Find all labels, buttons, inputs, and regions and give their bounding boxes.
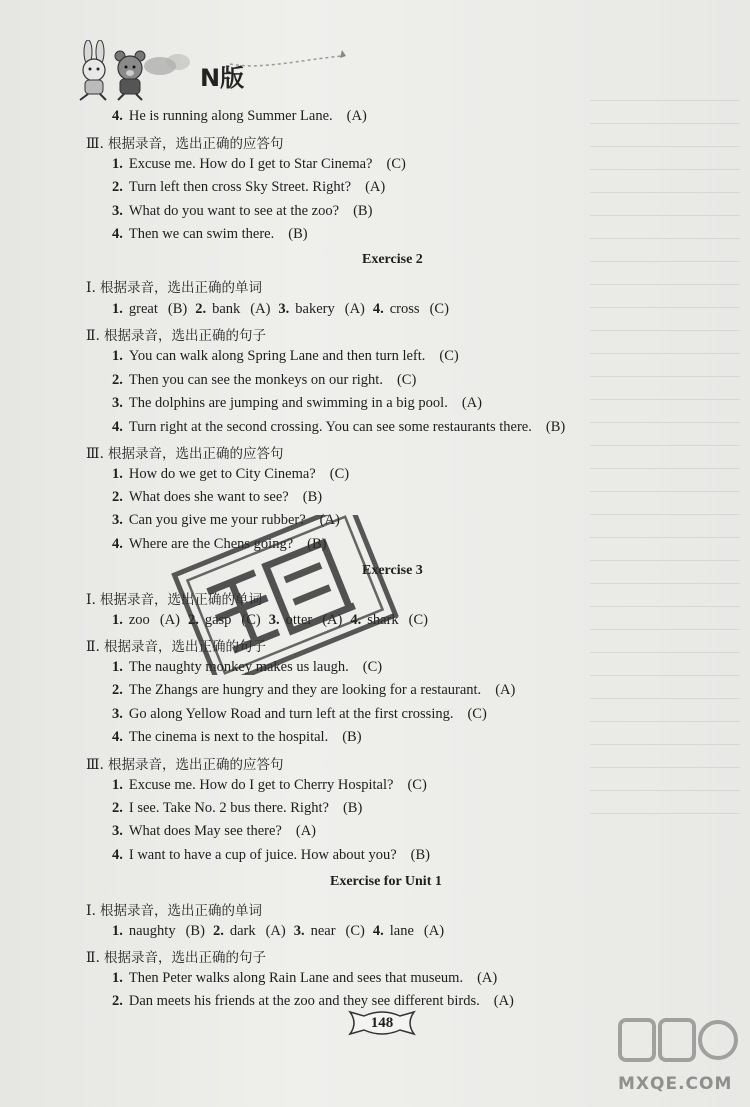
item-number: 3. <box>112 823 123 839</box>
item-number: 4. <box>112 536 123 552</box>
item-text: What does she want to see? <box>128 489 289 505</box>
word-text: near <box>310 923 336 939</box>
item-text: Where are the Chens going? <box>128 536 294 552</box>
answer-item <box>112 823 316 840</box>
answer-item <box>112 108 367 125</box>
answer-item <box>112 682 515 699</box>
item-text: The Zhangs are hungry and they are looking for a restaurant. <box>128 682 482 698</box>
section-instruction <box>86 442 283 463</box>
item-text: Then you can see the monkeys on our right. <box>128 372 383 388</box>
item-text: I see. Take No. 2 bus there. Right? <box>128 800 329 816</box>
answer-item <box>112 777 427 794</box>
item-answer: (B) <box>545 419 566 435</box>
item-number: 1. <box>112 659 123 675</box>
word-answer: (C) <box>408 612 428 628</box>
item-answer: (A) <box>461 395 482 411</box>
word-number: 2. <box>212 923 224 939</box>
word-answer: (C) <box>241 612 261 628</box>
word-answer: (C) <box>345 923 365 939</box>
answer-item <box>112 372 416 389</box>
section-numeral: Ⅰ. <box>86 903 96 919</box>
item-answer: (C) <box>386 156 406 172</box>
item-text: Turn right at the second crossing. You can see some restaurants there. <box>128 419 532 435</box>
item-text: Excuse me. How do I get to Star Cinema? <box>128 156 373 172</box>
item-number: 4. <box>112 729 123 745</box>
item-answer: (C) <box>329 466 350 482</box>
edition-label: N版 <box>200 64 245 92</box>
item-answer: (A) <box>477 970 498 986</box>
item-answer: (A) <box>319 512 340 528</box>
answer-item <box>112 800 362 817</box>
item-text: Excuse me. How do I get to Cherry Hospital? <box>128 777 394 793</box>
answer-item <box>112 395 482 412</box>
item-text: I want to have a cup of juice. How about you? <box>128 847 397 863</box>
section-numeral: Ⅲ. <box>86 136 104 152</box>
item-answer: (C) <box>362 659 383 675</box>
word-number: 2. <box>187 612 199 628</box>
item-text: The cinema is next to the hospital. <box>128 729 329 745</box>
word-text: bank <box>212 301 241 317</box>
item-answer: (C) <box>467 706 487 722</box>
item-number: 3. <box>112 395 123 411</box>
item-text: Then we can swim there. <box>128 226 275 242</box>
answer-item <box>112 226 308 243</box>
star-icon <box>340 50 346 58</box>
section-numeral: Ⅱ. <box>86 950 100 966</box>
answer-item <box>112 203 372 220</box>
section-numeral: Ⅲ. <box>86 446 104 462</box>
word-answer: (B) <box>167 301 188 317</box>
stamp-seal <box>150 515 420 675</box>
section-instruction-text: 根据录音，选出正确的句子 <box>103 328 266 344</box>
item-answer: (B) <box>307 536 327 552</box>
word-answers-row <box>112 301 457 318</box>
word-number: 4. <box>372 301 384 317</box>
item-answer: (A) <box>493 993 514 1009</box>
item-text: Turn left then cross Sky Street. Right? <box>128 179 352 195</box>
item-number: 4. <box>112 847 123 863</box>
item-answer: (B) <box>288 226 308 242</box>
item-number: 1. <box>112 466 123 482</box>
item-number: 1. <box>112 970 123 986</box>
item-text: What do you want to see at the zoo? <box>128 203 340 219</box>
section-instruction-text: 根据录音，选出正确的应答句 <box>107 446 284 462</box>
item-text: He is running along Summer Lane. <box>128 108 333 124</box>
item-text: Dan meets his friends at the zoo and they see different birds. <box>128 993 480 1009</box>
bear-mascot-icon <box>115 51 145 100</box>
item-number: 3. <box>112 512 123 528</box>
item-number: 2. <box>112 489 123 505</box>
answer-item <box>112 466 349 483</box>
item-answer: (C) <box>396 372 417 388</box>
section-instruction-text: 根据录音，选出正确的句子 <box>103 639 266 655</box>
item-text: Then Peter walks along Rain Lane and sees that museum. <box>128 970 464 986</box>
item-text: Can you give me your rubber? <box>128 512 306 528</box>
item-number: 4. <box>112 226 123 242</box>
item-text: The dolphins are jumping and swimming in a big pool. <box>128 395 448 411</box>
answer-item <box>112 489 322 506</box>
section-instruction <box>86 899 262 920</box>
word-number: 3. <box>293 923 305 939</box>
item-number: 3. <box>112 203 123 219</box>
item-text: How do we get to City Cinema? <box>128 466 316 482</box>
watermark-text: MXQE.COM <box>618 1074 733 1094</box>
item-answer: (A) <box>495 682 516 698</box>
word-answers-row <box>112 923 452 940</box>
word-answer: (C) <box>429 301 449 317</box>
item-answer: (B) <box>342 800 363 816</box>
bleed-through-text <box>590 100 740 820</box>
word-answer: (A) <box>344 301 365 317</box>
item-answer: (B) <box>342 729 362 745</box>
section-numeral: Ⅱ. <box>86 639 100 655</box>
answer-item <box>112 729 362 746</box>
exercise-heading: Exercise for Unit 1 <box>330 874 442 889</box>
section-instruction <box>86 324 266 345</box>
section-instruction-text: 根据录音，选出正确的单词 <box>99 592 262 608</box>
page-number: 148 <box>370 1015 394 1031</box>
word-text: dark <box>229 923 256 939</box>
item-number: 2. <box>112 993 123 1009</box>
word-text: great <box>128 301 158 317</box>
answer-item <box>112 706 487 723</box>
word-answer: (B) <box>185 923 205 939</box>
page-number-badge <box>346 1006 418 1040</box>
section-instruction <box>86 132 283 153</box>
section-instruction <box>86 753 283 774</box>
word-text: zoo <box>128 612 150 628</box>
item-number: 2. <box>112 682 123 698</box>
word-text: lane <box>389 923 414 939</box>
answer-item <box>112 348 459 365</box>
word-number: 1. <box>112 923 123 939</box>
word-text: bakery <box>295 301 335 317</box>
section-instruction-text: 根据录音，选出正确的句子 <box>103 950 266 966</box>
word-answer: (A) <box>159 612 180 628</box>
word-text: shark <box>367 612 399 628</box>
section-instruction <box>86 946 266 967</box>
answer-item <box>112 970 497 987</box>
word-answer: (A) <box>265 923 286 939</box>
section-instruction-text: 根据录音，选出正确的应答句 <box>107 757 284 773</box>
word-number: 1. <box>112 612 123 628</box>
section-numeral: Ⅲ. <box>86 757 104 773</box>
word-number: 4. <box>350 612 362 628</box>
word-text: gasp <box>204 612 232 628</box>
item-answer: (C) <box>407 777 427 793</box>
item-number: 4. <box>112 108 123 124</box>
item-answer: (A) <box>365 179 386 195</box>
word-answer: (A) <box>322 612 343 628</box>
section-instruction-text: 根据录音，选出正确的单词 <box>99 903 262 919</box>
answer-item <box>112 179 385 196</box>
item-answer: (C) <box>439 348 459 364</box>
item-text: Go along Yellow Road and turn left at the first crossing. <box>128 706 454 722</box>
word-number: 3. <box>268 612 280 628</box>
item-number: 1. <box>112 156 123 172</box>
exercise-heading: Exercise 2 <box>362 252 423 267</box>
word-number: 2. <box>195 301 207 317</box>
word-answer: (A) <box>423 923 445 939</box>
item-answer: (B) <box>353 203 373 219</box>
word-text: naughty <box>128 923 176 939</box>
section-instruction-text: 根据录音，选出正确的单词 <box>99 280 262 296</box>
section-instruction <box>86 276 262 297</box>
rabbit-mascot-icon <box>80 40 106 100</box>
section-instruction-text: 根据录音，选出正确的应答句 <box>107 136 284 152</box>
item-text: What does May see there? <box>128 823 282 839</box>
item-answer: (B) <box>410 847 430 863</box>
answer-item <box>112 993 514 1010</box>
section-numeral: Ⅰ. <box>86 280 96 296</box>
item-text: The naughty monkey makes us laugh. <box>128 659 349 675</box>
item-number: 1. <box>112 348 123 364</box>
item-answer: (A) <box>346 108 367 124</box>
word-number: 4. <box>372 923 384 939</box>
item-number: 1. <box>112 777 123 793</box>
item-number: 2. <box>112 800 123 816</box>
word-number: 1. <box>112 301 123 317</box>
word-number: 3. <box>278 301 290 317</box>
section-numeral: Ⅱ. <box>86 328 100 344</box>
item-text: You can walk along Spring Lane and then turn left. <box>128 348 426 364</box>
word-text: otter <box>285 612 313 628</box>
answer-item <box>112 156 406 173</box>
item-number: 2. <box>112 179 123 195</box>
item-number: 2. <box>112 372 123 388</box>
word-answer: (A) <box>250 301 271 317</box>
answer-item <box>112 847 430 864</box>
word-text: cross <box>389 301 420 317</box>
section-numeral: Ⅰ. <box>86 592 96 608</box>
exercise-heading: Exercise 3 <box>362 563 423 578</box>
item-number: 4. <box>112 419 123 435</box>
item-answer: (A) <box>295 823 317 839</box>
item-number: 3. <box>112 706 123 722</box>
answer-item <box>112 419 565 436</box>
item-answer: (B) <box>302 489 323 505</box>
